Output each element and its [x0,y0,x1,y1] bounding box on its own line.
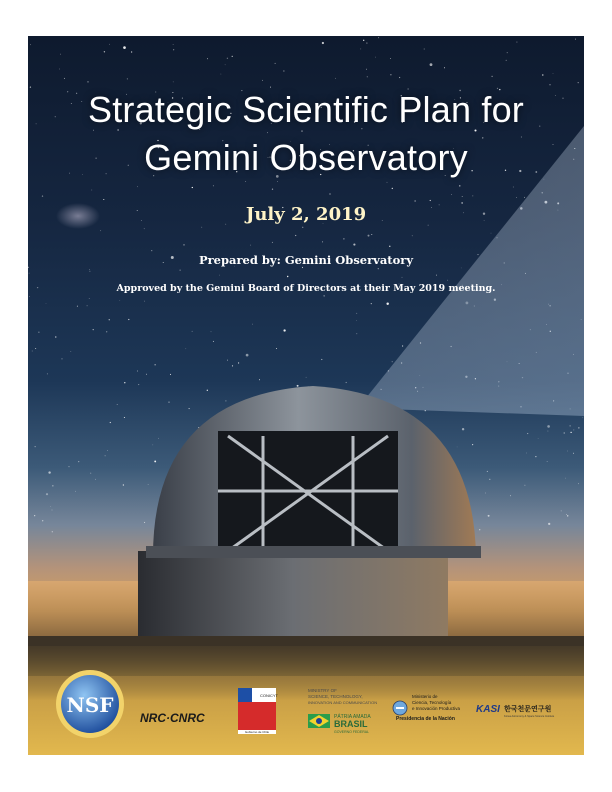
conicyt-label: CONICYT [260,693,278,698]
brasil-line-3: GOVERNO FEDERAL [334,730,370,734]
nsf-logo [56,670,124,738]
conicyt-sub: Gobierno de Chile [244,730,270,734]
document-title [28,86,584,182]
kasi-korean: 한국천문연구원 [504,705,552,713]
nrc-logo: NRC·CNRC [140,711,205,725]
kasi-mark: KASI [476,704,500,715]
cover-image [28,36,584,755]
brasil-line-2: BRASIL [334,719,368,729]
title-line-2: Gemini Observatory [144,137,468,178]
mctic-line-2: SCIENCE, TECHNOLOGY, [308,694,363,699]
argentina-line-2: Ciencia, Tecnología [412,700,452,705]
approval-note: Approved by the Gemini Board of Directors at their May 2019 meeting. [116,283,496,294]
argentina-line-3: e Innovación Productiva [412,706,461,711]
prepared-by: Prepared by: Gemini Observatory [198,253,414,267]
mctic-line-3: INNOVATION AND COMMUNICATION [308,700,378,705]
argentina-line-1: Ministerio de [412,694,438,699]
conicyt-logo [238,688,279,734]
argentina-line-4: Presidencia de la Nación [396,716,455,722]
brasil-line-1: PÁTRIA AMADA [334,714,371,720]
title-line-1: Strategic Scientific Plan for [88,89,524,130]
nsf-logo-text: NSF [66,693,114,717]
document-date: July 2, 2019 [245,204,367,225]
kasi-sub: Korea Astronomy & Space Science Institute [504,715,555,718]
sponsor-logos [28,646,584,755]
mctic-line-1: MINISTRY OF [308,688,337,693]
